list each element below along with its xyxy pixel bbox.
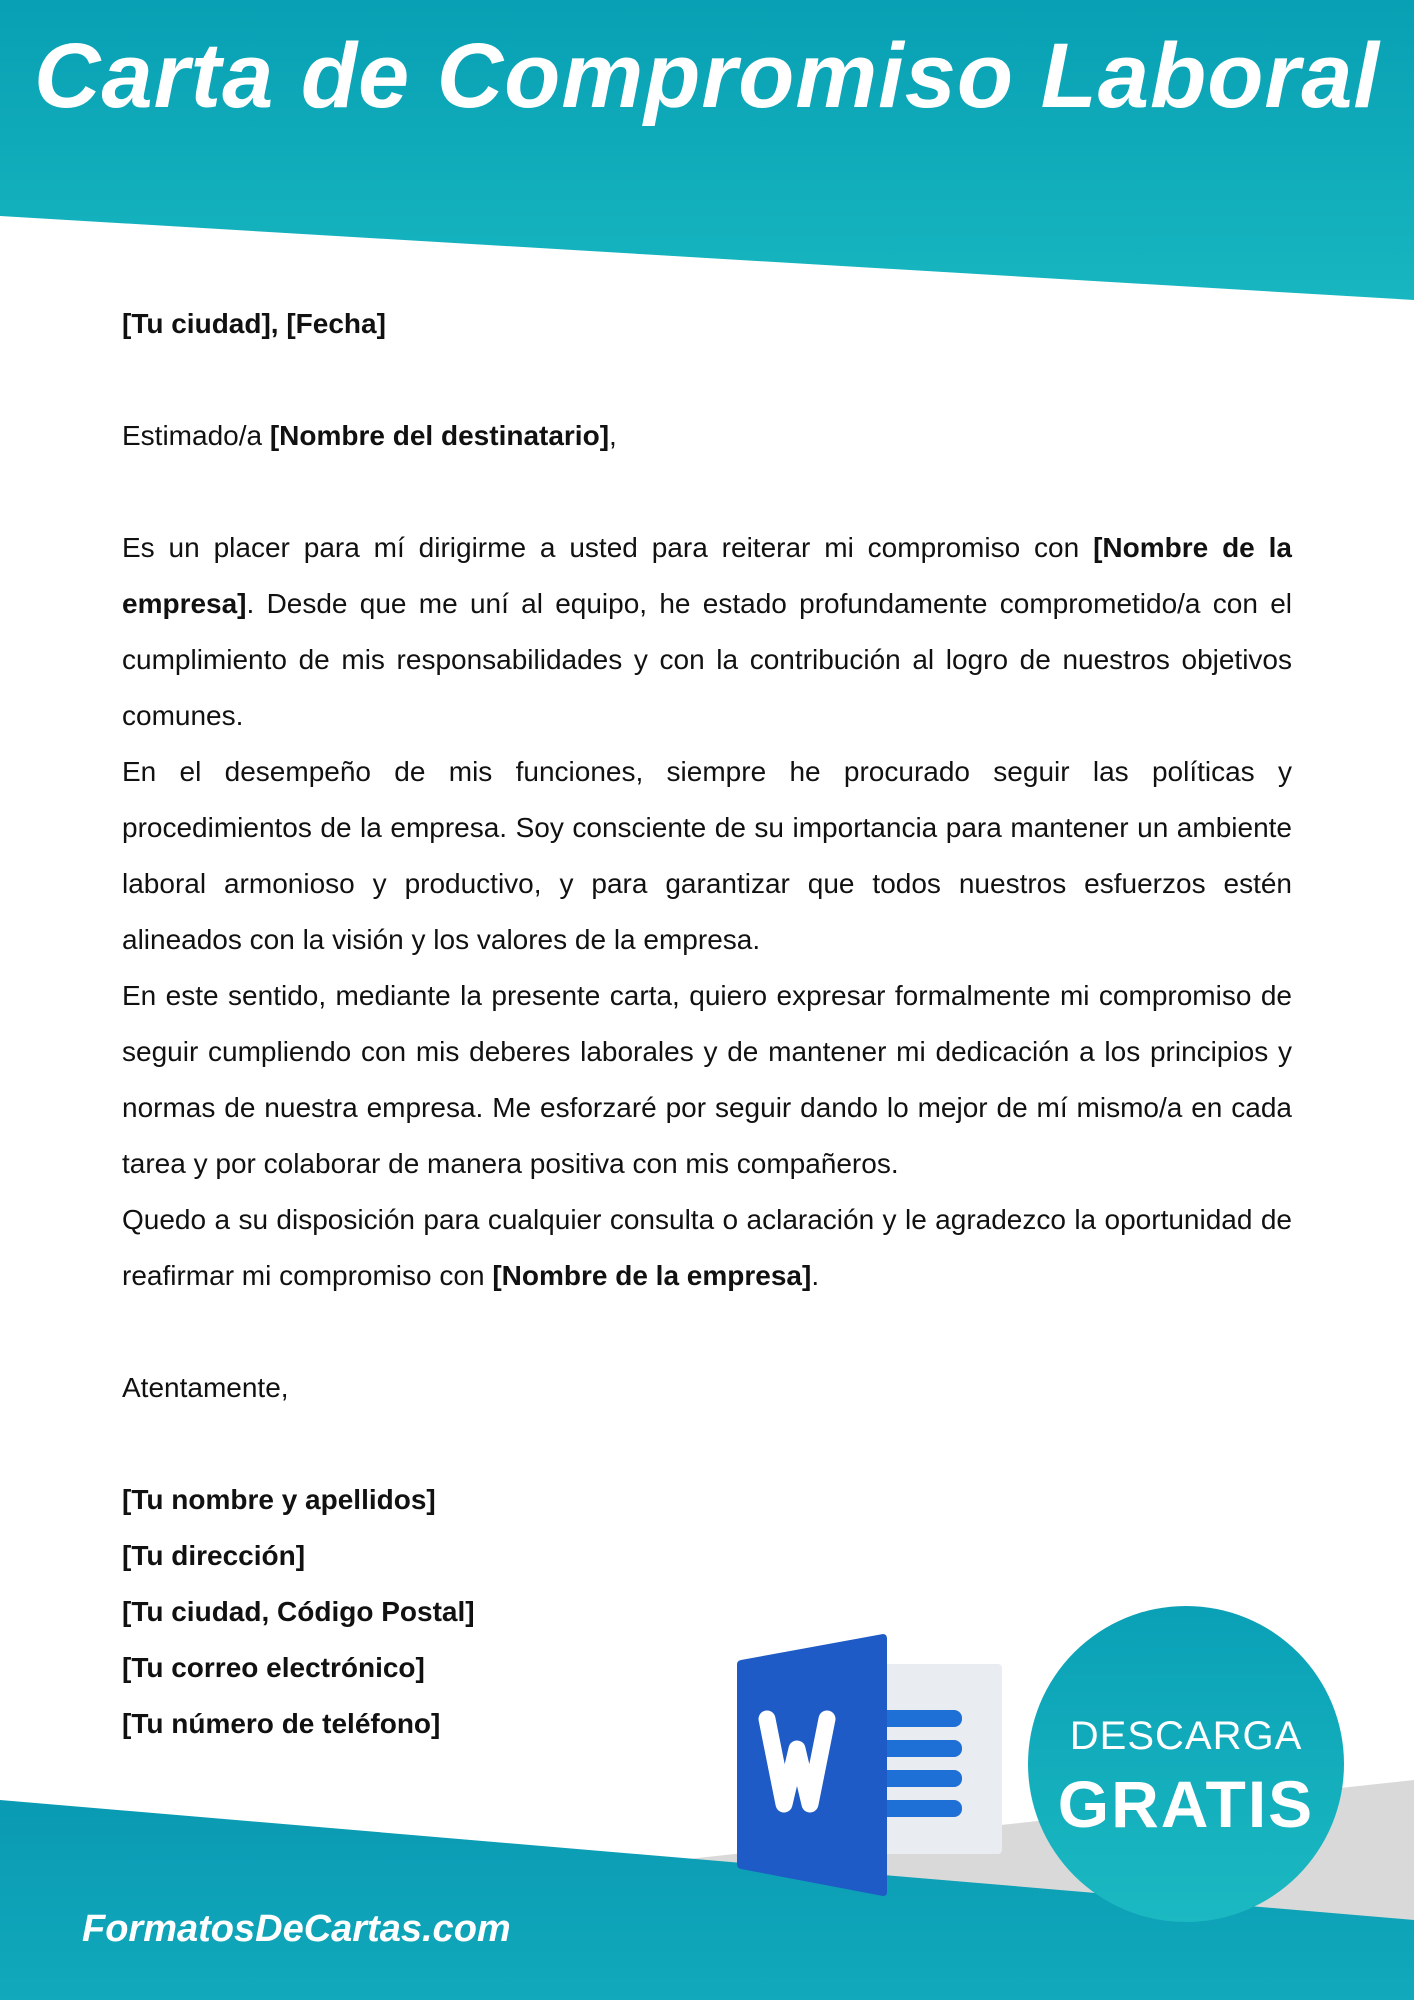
paragraph-1: Es un placer para mí dirigirme a usted para reiterar mi compromiso con [Nombre de la empresa]. Desde que me uní al equipo, he estado profundamente comprometido/a con el cumplimiento de mis responsabilidades y con la contribución al logro de nuestros objetivos comunes.: [122, 532, 1292, 731]
free-download-badge[interactable]: [1028, 1606, 1344, 1922]
greeting: Estimado/a [Nombre del destinatario],: [122, 420, 617, 451]
footer-site-link[interactable]: FormatosDeCartas.com: [82, 1908, 511, 1950]
recipient-placeholder: [Nombre del destinatario]: [269, 420, 610, 451]
date-line: [Tu ciudad], [Fecha]: [122, 308, 386, 339]
letter-body: [122, 296, 1292, 1752]
paragraph-2: En el desempeño de mis funciones, siempre he procurado seguir las políticas y procedimientos de la empresa. Soy consciente de su importancia para mantener un ambiente laboral armonioso y productivo, y para garantizar que todos nuestros esfuerzos estén alineados con la visión y los valores de la empresa.: [122, 756, 1292, 955]
paragraph-3: En este sentido, mediante la presente carta, quiero expresar formalmente mi compromiso de seguir cumpliendo con mis deberes laborales y de mantener mi dedicación a los principios y normas de nuestra empresa. Me esforzaré por seguir dando lo mejor de mí mismo/a en cada tarea y por colaborar de manera positiva con mis compañeros.: [122, 980, 1292, 1179]
signature-city: [Tu ciudad, Código Postal]: [122, 1596, 475, 1627]
company-placeholder: [Nombre de la empresa]: [122, 532, 1292, 619]
signature-name: [Tu nombre y apellidos]: [122, 1484, 436, 1515]
signature-email: [Tu correo electrónico]: [122, 1652, 425, 1683]
signature-phone: [Tu número de teléfono]: [122, 1708, 441, 1739]
paragraph-4: Quedo a su disposición para cualquier consulta o aclaración y le agradezco la oportunidad de reafirmar mi compromiso con [Nombre de la empresa].: [122, 1204, 1292, 1291]
badge-top-text: DESCARGA: [1069, 1714, 1303, 1758]
badge-main-text: GRATIS: [1057, 1767, 1315, 1841]
word-document-icon[interactable]: [737, 1634, 1005, 1896]
page-title: Carta de Compromiso Laboral: [34, 25, 1380, 127]
closing: Atentamente,: [122, 1372, 289, 1403]
signature-address: [Tu dirección]: [122, 1540, 306, 1571]
company-placeholder: [Nombre de la empresa]: [492, 1260, 812, 1291]
